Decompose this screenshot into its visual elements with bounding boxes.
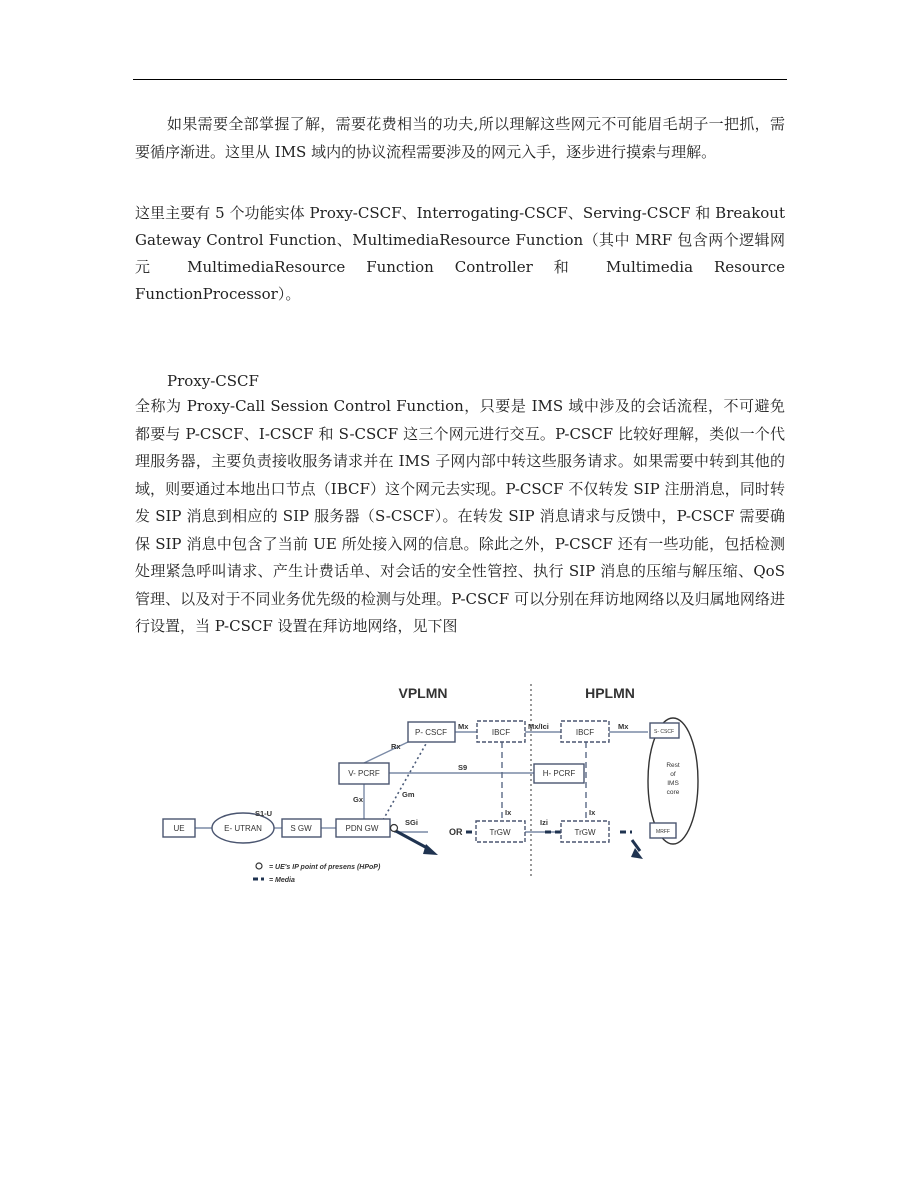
legend-hpop-text: = UE's IP point of presens (HPoP) — [269, 864, 381, 871]
ims-architecture-diagram — [140, 676, 700, 890]
pdngw-label: PDN GW — [345, 824, 379, 833]
gm-label: Gm — [402, 790, 415, 799]
hpcrf-label: H- PCRF — [542, 769, 576, 778]
region-vplmn-label: VPLMN — [398, 685, 448, 701]
mx-label-1: Mx — [458, 722, 469, 731]
ix-label-1: Ix — [505, 808, 512, 817]
paragraph-proxy-cscf: 全称为 Proxy-Call Session Control Function，只要是 IMS 域中涉及的会话流程，不可避免都要与 P-CSCF、I-CSCF 和 S-CSCF 这三个网元进行交互。P-CSCF 比较好理解，类似一个代理服务器，主要负责接收服务请求并在 IMS 子网内部中转这些服务请求。如果需要中转到其他的域，则要通过本地出口节点（IBCF）这个网元去实现。P-CSCF 不仅转发 SIP 注册消息，同时转发 SIP 消息到相应的 SIP 服务器（S-CSCF）。在转发 SIP 消息请求与反馈中，P-CSCF 需要确保 SIP 消息中包含了当前 UE 所处接入网的信息。除此之外，P-CSCF 还有一些功能，包括检测处理紧急呼叫请求、产生计费话单、对会话的安全性管控、执行 SIP 消息的压缩与解压缩、QoS 管理、以及对于不同业务优先级的检测与处理。P-CSCF 可以分别在拜访地网络以及归属地网络进行设置，当 P-CSCF 设置在拜访地网络，见下图 — [135, 397, 785, 635]
ue-label: UE — [173, 824, 185, 833]
mrff-label: MRFF — [656, 829, 670, 835]
pcscf-label: P- CSCF — [415, 728, 447, 737]
or-label: OR — [449, 827, 463, 837]
header-rule — [133, 79, 787, 80]
ibcf-h-label: IBCF — [575, 728, 595, 737]
s9-label: S9 — [458, 763, 468, 772]
mx-ici-label: Mx/Ici — [528, 722, 549, 731]
section-heading-proxy-cscf: Proxy-CSCF — [167, 372, 259, 390]
trgw-v-label: TrGW — [489, 828, 511, 837]
paragraph-entities: 这里主要有 5 个功能实体 Proxy-CSCF、Interrogating-CSCF、Serving-CSCF 和 Breakout Gateway Control Function、MultimediaResource Function（其中 MRF 包含两个逻辑网元 MultimediaResource Function Controller 和 Multimedia Resource FunctionProcessor）。 — [135, 204, 785, 303]
rx-label: Rx — [391, 742, 401, 751]
rest-ims-label-2: of — [670, 771, 676, 778]
rest-ims-label-4: core — [666, 789, 680, 796]
legend-media-text: = Media — [269, 877, 295, 884]
hpop-marker — [391, 825, 398, 832]
sgi-label: SGi — [405, 818, 418, 827]
ibcf-v-label: IBCF — [491, 728, 511, 737]
gx-label: Gx — [353, 795, 364, 804]
region-hplmn-label: HPLMN — [585, 685, 635, 701]
ix-label-2: Ix — [589, 808, 596, 817]
scscf-label: S- CSCF — [654, 729, 674, 735]
trgw-h-label: TrGW — [574, 828, 596, 837]
sgw-label: S GW — [290, 824, 312, 833]
rest-ims-label-1: Rest — [666, 762, 680, 769]
paragraph-intro: 如果需要全部掌握了解，需要花费相当的功夫,所以理解这些网元不可能眉毛胡子一把抓，需要循序渐进。这里从 IMS 域内的协议流程需要涉及的网元入手，逐步进行摸索与理解。 — [135, 115, 785, 161]
mx-label-2: Mx — [618, 722, 629, 731]
s1u-label: S1-U — [255, 809, 273, 818]
rest-ims-label-3: IMS — [667, 780, 679, 787]
legend-hpop-symbol — [256, 863, 262, 869]
izi-label: Izi — [540, 818, 548, 827]
eutran-label: E- UTRAN — [224, 824, 262, 833]
media-arrow-h — [631, 848, 643, 859]
vpcrf-label: V- PCRF — [348, 769, 380, 778]
